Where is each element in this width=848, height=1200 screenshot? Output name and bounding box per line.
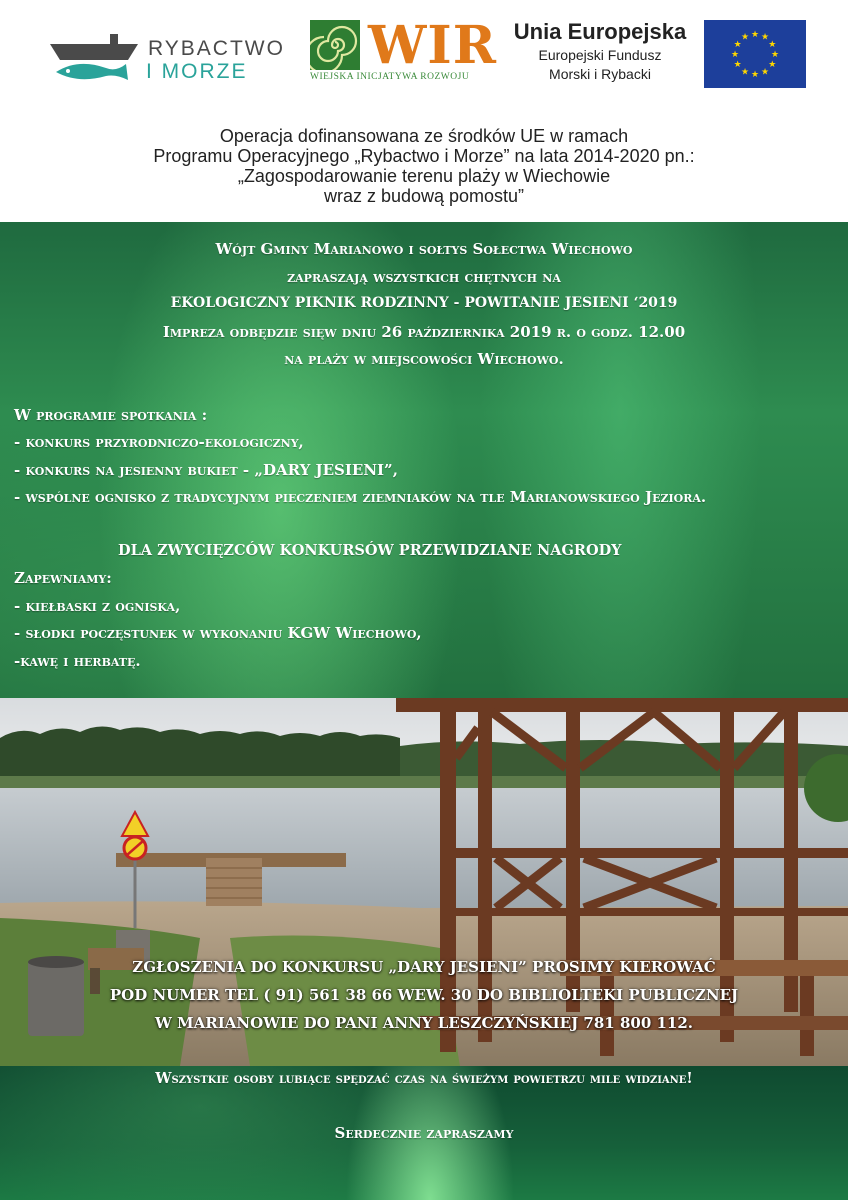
eu-star-icon: ★ (740, 32, 750, 43)
prizes-heading: DLA ZWYCIĘZCÓW KONKURSÓW PRZEWIDZIANE NAGRODY (118, 542, 622, 559)
event-date: Impreza odbędzie sięw dniu 26 października 2019 r. o godz. 12.00 (162, 323, 686, 341)
lake-scene-image (0, 698, 848, 1066)
provide-item-3: -kawę i herbatę. (14, 652, 141, 670)
eu-star-icon: ★ (750, 30, 760, 40)
provide-label: Zapewniamy: (14, 569, 112, 587)
eu-star-icon: ★ (760, 67, 770, 78)
i-morze-text: I MORZE (146, 60, 248, 83)
swirl-icon (310, 20, 360, 70)
welcome-text: Wszystkie osoby lubiące spędzać czas na świeżym powietrzu mile widziane! (155, 1070, 693, 1087)
operation-line-4: wraz z budową pomostu” (323, 186, 525, 206)
program-item-3: - wspólne ognisko z tradycyjnym pieczeniem ziemniaków na tle Marianowskiego Jeziora. (14, 488, 707, 506)
eu-star-icon: ★ (770, 50, 780, 60)
eu-star-icon: ★ (760, 32, 770, 43)
operation-statement (60, 126, 788, 206)
footer-section (0, 1066, 848, 1200)
eu-stars-icon (704, 20, 806, 88)
event-title: EKOLOGICZNY PIKNIK RODZINNY - POWITANIE JESIENI ‘2019 (170, 295, 678, 311)
eu-text-block (500, 18, 700, 84)
eu-star-icon: ★ (730, 50, 740, 60)
program-heading: W programie spotkania : (14, 406, 208, 424)
wir-text: WIR (368, 15, 497, 76)
eu-title: Unia Europejska (513, 19, 687, 44)
eu-star-icon: ★ (768, 60, 777, 70)
contact-line-3: W MARIANOWIE DO PANI ANNY LESZCZYŃSKIEJ 781 800 112. (154, 1014, 694, 1032)
contact-line-1: ZGŁOSZENIA DO KONKURSU „DARY JESIENI” PROSIMY KIEROWAĆ (132, 958, 716, 976)
event-location: na plaży w miejscowości Wiechowo. (284, 350, 564, 368)
operation-line-1: Operacja dofinansowana ze środków UE w ramach (219, 126, 629, 146)
eu-subtitle-line2: Morski i Rybacki (549, 66, 651, 82)
lake-gazebo-photo (0, 698, 848, 1066)
fish-boat-icon (48, 30, 143, 85)
eu-star-icon: ★ (768, 40, 777, 50)
eu-star-icon: ★ (733, 60, 742, 70)
eu-star-icon: ★ (740, 67, 750, 78)
invitation-line-1: Wójt Gminy Marianowo i sołtys Sołectwa Wiechowo (215, 240, 633, 258)
operation-line-2: Programu Operacyjnego „Rybactwo i Morze” na lata 2014-2020 pn.: (153, 146, 695, 166)
wir-logo (308, 15, 497, 86)
eu-star-icon: ★ (750, 70, 760, 80)
eu-flag (704, 20, 806, 88)
program-item-1: - konkurs przyrodniczo-ekologiczny, (14, 433, 304, 451)
invitation-line-2: zapraszają wszystkich chętnych na (287, 268, 561, 286)
rybactwo-text: RYBACTWO (148, 37, 285, 60)
operation-line-3: „Zagospodarowanie terenu plaży w Wiechowie (237, 166, 611, 186)
invitation-section (0, 222, 848, 698)
wir-subtitle: WIEJSKA INICJATYWA ROZWOJU (310, 72, 470, 82)
contact-line-2: POD NUMER TEL ( 91) 561 38 66 WEW. 30 DO BIBLIOLTEKI PUBLICZNEJ (109, 986, 739, 1004)
eu-subtitle-line1: Europejski Fundusz (538, 47, 662, 63)
provide-item-1: - kiełbaski z ogniska, (14, 597, 181, 615)
provide-item-2: - słodki poczęstunek w wykonaniu KGW Wiechowo, (14, 624, 422, 642)
closing-text: Serdecznie zapraszamy (334, 1124, 514, 1142)
program-item-2: - konkurs na jesienny bukiet - „DARY JESIENI”, (14, 461, 398, 479)
rybactwo-i-morze-logo (48, 26, 293, 88)
eu-star-icon: ★ (733, 40, 742, 50)
header (0, 0, 848, 222)
